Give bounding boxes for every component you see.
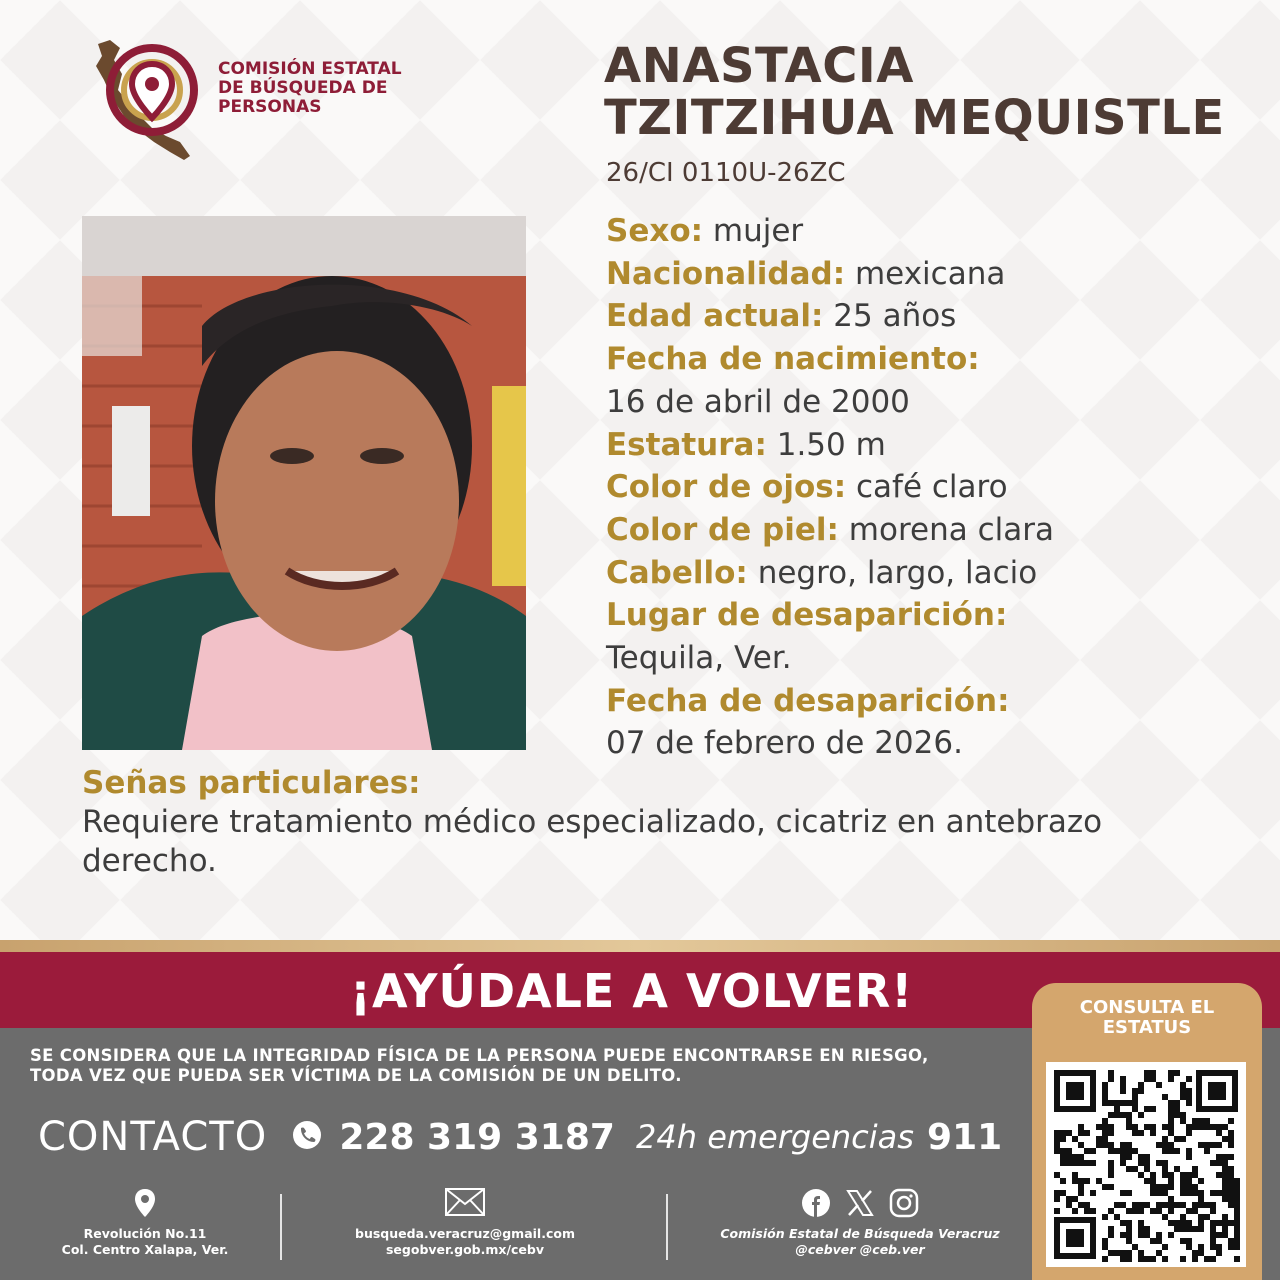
footer-divider	[666, 1194, 668, 1260]
detail-value: mujer	[712, 213, 804, 249]
detail-value: 1.50 m	[776, 426, 886, 463]
detail-label: Color de ojos:	[606, 469, 847, 506]
social-org-name: Comisión Estatal de Búsqueda Veracruz	[720, 1226, 1000, 1241]
status-title-line: CONSULTA EL	[1079, 997, 1215, 1018]
detail-value: 16 de abril de 2000	[606, 383, 910, 420]
detail-label: Lugar de desaparición:	[606, 597, 1008, 634]
case-id: 26/CI 0110U-26ZC	[606, 158, 846, 188]
x-icon[interactable]	[845, 1188, 875, 1218]
detail-label: Cabello:	[606, 554, 748, 591]
qr-code-icon	[1046, 1062, 1246, 1267]
detail-label: Sexo:	[606, 213, 704, 249]
detail-row	[606, 552, 1266, 595]
social-handles[interactable]: @cebver @ceb.ver	[795, 1242, 925, 1257]
distinguishing-marks	[82, 764, 1182, 881]
social-icons	[700, 1188, 1020, 1218]
detail-value: negro, largo, lacio	[757, 554, 1038, 591]
map-pin-logo-icon	[92, 38, 212, 163]
detail-row	[606, 680, 1266, 723]
banner-text: ¡AYÚDALE A VOLVER!	[350, 964, 914, 1018]
qr-code[interactable]	[1046, 1062, 1246, 1267]
detail-label: Estatura:	[606, 426, 767, 463]
person-details	[606, 210, 1266, 765]
social-block	[700, 1188, 1020, 1258]
detail-row	[606, 424, 1266, 467]
detail-row	[606, 381, 1266, 424]
person-name-line: ANASTACIA	[604, 38, 914, 94]
risk-warning	[30, 1046, 1030, 1086]
senas-value: Requiere tratamiento médico especializado, cicatriz en antebrazo derecho.	[82, 804, 1103, 879]
website-link[interactable]: segobver.gob.mx/cebv	[385, 1242, 545, 1257]
org-name-line: DE BÚSQUEDA DE	[218, 78, 388, 98]
warning-line: TODA VEZ QUE PUEDA SER VÍCTIMA DE LA COMISIÓN DE UN DELITO.	[30, 1066, 682, 1085]
address-line: Revolución No.11	[83, 1226, 207, 1241]
person-photo	[82, 216, 526, 750]
envelope-icon	[445, 1188, 485, 1216]
detail-row	[606, 338, 1266, 381]
detail-row	[606, 594, 1266, 637]
senas-label: Señas particulares:	[82, 765, 421, 801]
org-name-line: COMISIÓN ESTATAL	[218, 59, 402, 79]
contact-label: CONTACTO	[38, 1114, 268, 1160]
detail-row	[606, 253, 1266, 296]
detail-row	[606, 210, 1266, 253]
detail-value: 07 de febrero de 2026.	[606, 725, 963, 762]
detail-value: morena clara	[848, 511, 1054, 548]
detail-label: Color de piel:	[606, 511, 839, 548]
web-block	[330, 1188, 600, 1258]
address-line: Col. Centro Xalapa, Ver.	[61, 1242, 229, 1257]
org-name-line: PERSONAS	[218, 97, 322, 117]
person-name	[604, 40, 1264, 144]
detail-label: Fecha de desaparición:	[606, 682, 1010, 719]
facebook-icon[interactable]	[801, 1188, 831, 1218]
detail-label: Edad actual:	[606, 298, 824, 335]
location-pin-icon	[134, 1188, 156, 1218]
detail-label: Fecha de nacimiento:	[606, 341, 980, 378]
status-title	[1032, 998, 1262, 1038]
footer-divider	[280, 1194, 282, 1260]
detail-value: café claro	[856, 469, 1008, 506]
detail-row	[606, 466, 1266, 509]
address-block	[40, 1188, 250, 1258]
detail-row	[606, 722, 1266, 765]
contact-row	[38, 1114, 1002, 1160]
warning-line: SE CONSIDERA QUE LA INTEGRIDAD FÍSICA DE LA PERSONA PUEDE ENCONTRARSE EN RIESGO,	[30, 1046, 929, 1065]
detail-row	[606, 295, 1266, 338]
gold-divider	[0, 940, 1280, 952]
detail-label: Nacionalidad:	[606, 255, 846, 292]
phone-number[interactable]: 228 319 3187	[339, 1116, 615, 1158]
detail-value: 25 años	[833, 298, 957, 335]
email-link[interactable]: busqueda.veracruz@gmail.com	[355, 1226, 575, 1241]
person-name-line: TZITZIHUA MEQUISTLE	[604, 90, 1225, 146]
instagram-icon[interactable]	[889, 1188, 919, 1218]
detail-row	[606, 637, 1266, 680]
emergency-number[interactable]: 911	[927, 1116, 1003, 1158]
detail-row	[606, 509, 1266, 552]
detail-value: Tequila, Ver.	[606, 640, 792, 677]
phone-icon	[292, 1120, 322, 1154]
emergency-label: 24h emergencias	[636, 1118, 914, 1156]
status-title-line: ESTATUS	[1102, 1017, 1192, 1038]
detail-value: mexicana	[854, 255, 1006, 292]
org-logo	[92, 38, 432, 163]
org-name	[218, 60, 438, 117]
